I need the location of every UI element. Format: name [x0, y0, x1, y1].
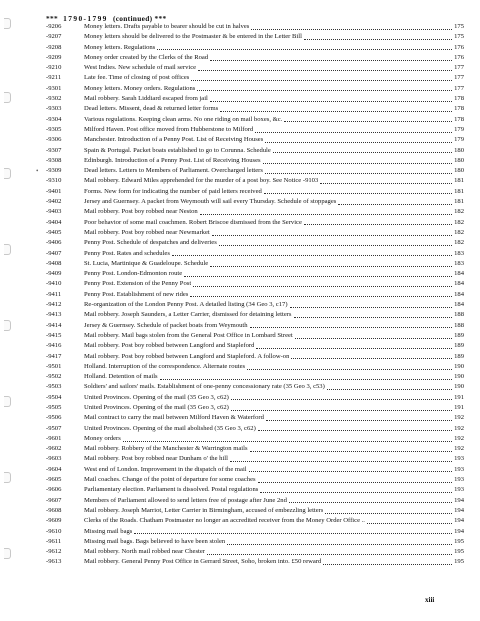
dot-leader — [325, 513, 452, 514]
binding-hole — [4, 18, 11, 29]
entry-page: 183 — [454, 249, 464, 257]
entry-page: 192 — [454, 434, 464, 442]
entry-page: 189 — [454, 352, 464, 360]
entry-description: Mail robbery. Post boy robbed near Neston — [84, 208, 198, 216]
entry-description: Mail robbery. Mail bags stolen from the General Post Office in Lombard Street — [84, 331, 293, 339]
entry-number: -9408 — [46, 259, 62, 267]
entry-number: -9209 — [46, 53, 62, 61]
entry-number: -9605 — [46, 476, 62, 484]
entry-description: Holland. Interruption of the correspondence. Alternate routes — [84, 362, 246, 370]
dot-leader — [227, 544, 452, 545]
dot-leader — [123, 441, 452, 442]
entry-page: 182 — [454, 218, 464, 226]
entry-number: -9604 — [46, 465, 62, 473]
entry-page: 176 — [454, 53, 464, 61]
index-entry — [46, 444, 464, 454]
entry-number: -9506 — [46, 414, 62, 422]
dot-leader — [263, 163, 453, 164]
index-entry — [46, 269, 464, 279]
entry-description: Mail robbery. Post boy robbed between Langford and Stapleford — [84, 342, 255, 350]
heading-stars: *** — [46, 14, 58, 23]
index-entry — [46, 516, 464, 526]
entry-description: Holland. Detention of mails — [84, 373, 158, 381]
dot-leader — [295, 338, 452, 339]
entry-description: Mail robbery. Post boy robbed between Langford and Stapleford. A follow-on — [84, 352, 290, 360]
entry-page: 182 — [454, 239, 464, 247]
entry-description: Money letters. Drafts payable to bearer should be cut in halves — [84, 23, 250, 30]
entry-page: 181 — [454, 177, 464, 185]
index-entry — [46, 207, 464, 217]
entry-description: West end of London. Improvement in the dispatch of the mail — [84, 465, 247, 473]
entry-page: 194 — [454, 496, 464, 504]
dot-leader — [247, 369, 452, 370]
entry-description: Mail coaches. Change of the point of departure for some coaches — [84, 476, 256, 484]
dot-leader — [190, 296, 452, 297]
entry-description: Members of Parliament allowed to send letters free of postage after June 2nd — [84, 496, 287, 504]
entry-number: -9613 — [46, 558, 62, 566]
entry-description: Forms. New form for indicating the number of paid letters received — [84, 187, 262, 195]
index-entry — [46, 176, 464, 186]
entry-description: Edinburgh. Introduction of a Penny Post. List of Receiving Houses — [84, 156, 261, 164]
dot-leader — [172, 255, 452, 256]
dot-leader — [231, 410, 452, 411]
entry-page: 188 — [454, 311, 464, 319]
entry-number: -9304 — [46, 115, 62, 123]
entry-page: 192 — [454, 445, 464, 453]
dot-leader — [265, 173, 452, 174]
entry-number: -9309 — [46, 167, 62, 175]
binding-hole — [4, 472, 11, 483]
entry-page: 177 — [454, 64, 464, 72]
margin-mark: • — [36, 167, 39, 175]
entry-page: 189 — [454, 342, 464, 350]
entry-description: St. Lucia, Martinique & Guadeloupe. Schedule — [84, 259, 209, 267]
entry-page: 195 — [454, 537, 464, 545]
entry-number: -9412 — [46, 301, 62, 309]
index-entry — [46, 238, 464, 248]
entry-page: 179 — [454, 136, 464, 144]
dot-leader — [266, 420, 452, 421]
entry-page: 175 — [454, 33, 464, 41]
dot-leader — [251, 29, 452, 30]
entry-page: 182 — [454, 208, 464, 216]
index-entry — [46, 454, 464, 464]
entry-page: 195 — [454, 558, 464, 566]
entry-number: -9301 — [46, 84, 62, 92]
index-entry — [46, 32, 464, 42]
dot-leader — [210, 266, 452, 267]
entry-number: -9417 — [46, 352, 62, 360]
index-entry — [46, 331, 464, 341]
entry-number: -9416 — [46, 342, 62, 350]
dot-leader — [160, 379, 452, 380]
dot-leader — [258, 482, 453, 483]
index-entry — [46, 197, 464, 207]
entry-number: -9414 — [46, 321, 62, 329]
index-entry — [46, 310, 464, 320]
index-entry — [46, 22, 464, 32]
dot-leader — [157, 49, 452, 50]
entry-description: Mail robbery. Joseph Saunders, a Letter Carrier, dismissed for detaining letters — [84, 311, 292, 319]
entry-number: -9302 — [46, 95, 62, 103]
dot-leader — [338, 204, 452, 205]
entry-number: -9507 — [46, 424, 62, 432]
index-entry — [46, 187, 464, 197]
entry-page: 193 — [454, 476, 464, 484]
dot-leader — [367, 523, 452, 524]
entry-description: Mail robbery. Sarah Liddiard escaped from jail — [84, 95, 208, 103]
index-entry — [46, 465, 464, 475]
dot-leader — [249, 471, 452, 472]
entry-number: -9403 — [46, 208, 62, 216]
entry-description: Penny Post. Extension of the Penny Post — [84, 280, 192, 288]
dot-leader — [260, 492, 452, 493]
entry-number: -9602 — [46, 445, 62, 453]
entry-description: Mail robbery. Edward Miles apprehended for the murder of a post boy. See Notice -9103 — [84, 177, 319, 185]
entry-description: West Indies. New schedule of mail service — [84, 64, 197, 72]
entry-page: 194 — [454, 506, 464, 514]
entry-number: -9410 — [46, 280, 62, 288]
entry-page: 181 — [454, 198, 464, 206]
entry-description: United Provinces. Opening of the mail abolished (35 Geo 3, c62) — [84, 424, 256, 432]
entry-page: 194 — [454, 517, 464, 525]
entry-page: 193 — [454, 455, 464, 463]
index-entry — [46, 506, 464, 516]
dot-leader — [210, 60, 452, 61]
entry-number: -9405 — [46, 228, 62, 236]
entry-page: 184 — [454, 301, 464, 309]
index-entry — [46, 413, 464, 423]
entry-number: -9504 — [46, 393, 62, 401]
index-entry — [46, 362, 464, 372]
entry-number: -9303 — [46, 105, 62, 113]
entry-page: 192 — [454, 414, 464, 422]
entry-description: Penny Post. Rates and schedules — [84, 249, 170, 257]
entry-page: 177 — [454, 84, 464, 92]
entry-description: Milford Haven. Post office moved from Hubberstone to Milford — [84, 125, 254, 133]
index-entry — [46, 135, 464, 145]
index-entry — [46, 259, 464, 269]
entry-page: 180 — [454, 146, 464, 154]
dot-leader — [197, 90, 452, 91]
index-entry — [46, 527, 464, 537]
entry-page: 191 — [454, 393, 464, 401]
binding-hole — [4, 168, 11, 179]
index-list — [46, 22, 464, 568]
binding-hole — [4, 92, 11, 103]
entry-page: 190 — [454, 362, 464, 370]
index-entry — [46, 94, 464, 104]
entry-description: Dead letters. Missent, dead & returned letter forms — [84, 105, 219, 113]
dot-leader — [220, 111, 452, 112]
dot-leader — [265, 142, 452, 143]
dot-leader — [212, 235, 452, 236]
entry-description: Re-organization of the London Penny Post. A detailed listing (34 Geo 3, c17) — [84, 301, 288, 309]
entry-number: -9306 — [46, 136, 62, 144]
entry-number: -9611 — [46, 537, 62, 545]
entry-description: Money letters. Money orders. Regulations — [84, 84, 196, 92]
dot-leader — [210, 101, 452, 102]
entry-description: Money orders — [84, 434, 121, 442]
index-entry — [46, 115, 464, 125]
entry-page: 189 — [454, 331, 464, 339]
heading-continued: (continued) — [112, 14, 153, 23]
entry-description: Dead letters. Letters to Members of Parliament. Overcharged letters — [84, 167, 263, 175]
entry-description: United Provinces. Opening of the mail (35 Geo 3, c62) — [84, 393, 229, 401]
entry-description: Money order created by the Clerks of the Road — [84, 53, 209, 61]
index-entry — [46, 372, 464, 382]
entry-number: -9501 — [46, 362, 62, 370]
index-entry — [46, 156, 464, 166]
index-entry — [46, 218, 464, 228]
entry-number: -9603 — [46, 455, 62, 463]
index-entry — [46, 352, 464, 362]
entry-page: 193 — [454, 486, 464, 494]
entry-number: -9612 — [46, 548, 62, 556]
entry-page: 180 — [454, 156, 464, 164]
entry-number: -9610 — [46, 527, 62, 535]
dot-leader — [231, 399, 452, 400]
entry-page: 181 — [454, 187, 464, 195]
entry-page: 178 — [454, 105, 464, 113]
entry-description: Spain & Portugal. Packet boats established to go to Corunna. Schedule — [84, 146, 271, 154]
dot-leader — [198, 70, 452, 71]
entry-page: 188 — [454, 321, 464, 329]
dot-leader — [256, 348, 452, 349]
index-entry — [46, 249, 464, 259]
dot-leader — [304, 224, 452, 225]
binding-hole — [4, 396, 11, 407]
dot-leader — [294, 317, 453, 318]
entry-number: -9307 — [46, 146, 62, 154]
entry-number: -9601 — [46, 434, 62, 442]
entry-description: Penny Post. Establishment of new rides — [84, 290, 189, 298]
entry-description: Money letters. Regulations — [84, 43, 156, 51]
entry-number: -9210 — [46, 64, 62, 72]
index-entry — [46, 228, 464, 238]
entry-page: 175 — [454, 23, 464, 30]
entry-number: -9308 — [46, 156, 62, 164]
entry-page: 194 — [454, 527, 464, 535]
entry-description: Soldiers' and sailors' mails. Establishment of one-penny concessionary rate (35 Geo 3, c53) — [84, 383, 325, 391]
index-entry — [46, 382, 464, 392]
entry-number: -9207 — [46, 33, 62, 41]
entry-description: Manchester. Introduction of a Penny Post. List of Receiving Houses — [84, 136, 264, 144]
entry-number: -9409 — [46, 270, 62, 278]
entry-number: -9401 — [46, 187, 62, 195]
entry-page: 192 — [454, 424, 464, 432]
dot-leader — [184, 276, 452, 277]
dot-leader — [291, 358, 452, 359]
index-entry — [46, 547, 464, 557]
entry-page: 190 — [454, 373, 464, 381]
index-entry — [46, 424, 464, 434]
entry-description: Jersey and Guernsey. A packet from Weymouth will sail every Thursday. Schedule of stoppages — [84, 198, 337, 206]
index-entry — [46, 434, 464, 444]
entry-page: 184 — [454, 280, 464, 288]
entry-description: Penny Post. London-Edmonton route — [84, 270, 183, 278]
index-entry — [46, 341, 464, 351]
entry-page: 182 — [454, 228, 464, 236]
heading-stars: *** — [154, 14, 167, 23]
entry-number: -9608 — [46, 506, 62, 514]
entry-number: -9505 — [46, 403, 62, 411]
entry-description: Parliamentary election. Parliament is dissolved. Postal regulations — [84, 486, 259, 494]
entry-page: 190 — [454, 383, 464, 391]
index-entry — [46, 53, 464, 63]
entry-description: Mail robbery. Post boy robbed near Dunham o' the hill — [84, 455, 228, 463]
entry-description: Jersey & Guernsey. Schedule of packet boats from Weymouth — [84, 321, 248, 329]
entry-page: 191 — [454, 403, 464, 411]
index-entry — [46, 393, 464, 403]
dot-leader — [200, 214, 452, 215]
dot-leader — [258, 430, 452, 431]
entry-page: 180 — [454, 167, 464, 175]
dot-leader — [250, 451, 453, 452]
entry-description: Mail robbery. Post boy robbed near Newmarket — [84, 228, 210, 236]
entry-number: -9413 — [46, 311, 62, 319]
index-entry — [46, 104, 464, 114]
entry-description: Late fee. Time of closing of post offices — [84, 74, 190, 82]
dot-leader — [304, 39, 452, 40]
index-entry — [46, 290, 464, 300]
entry-number: -9208 — [46, 43, 62, 51]
dot-leader — [219, 245, 452, 246]
index-entry — [46, 475, 464, 485]
dot-leader — [290, 307, 453, 308]
entry-number: -9607 — [46, 496, 62, 504]
entry-number: -9211 — [46, 74, 62, 82]
dot-leader — [255, 132, 452, 133]
index-entry — [46, 537, 464, 547]
dot-leader — [191, 80, 452, 81]
entry-number: -9402 — [46, 198, 62, 206]
entry-description: Poor behavior of some mail coachmen. Robert Briscoe dismissed from the Service — [84, 218, 302, 226]
entry-page: 183 — [454, 259, 464, 267]
entry-number: -9502 — [46, 373, 62, 381]
entry-number: -9305 — [46, 125, 62, 133]
entry-description: Missing mail bags. Bags believed to have been stolen — [84, 537, 226, 545]
index-entry — [46, 279, 464, 289]
index-entry — [46, 146, 464, 156]
binding-hole — [4, 244, 11, 255]
entry-page: 193 — [454, 465, 464, 473]
entry-description: Mail robbery. Robbery of the Manchester & Warrington mails — [84, 445, 248, 453]
dot-leader — [320, 183, 452, 184]
entry-number: -9406 — [46, 239, 62, 247]
entry-description: Clerks of the Roads. Chatham Postmaster no longer an accredited receiver from the Money Order Office .. — [84, 517, 365, 525]
entry-description: Mail contract to carry the mail between Milford Haven & Waterford — [84, 414, 264, 422]
entry-number: -9206 — [46, 23, 62, 30]
entry-page: 184 — [454, 290, 464, 298]
entry-page: 177 — [454, 74, 464, 82]
dot-leader — [207, 554, 452, 555]
entry-number: -9609 — [46, 517, 62, 525]
entry-number: -9415 — [46, 331, 62, 339]
entry-description: Various regulations. Keeping clean arms. No one riding on mail boxes, &c. — [84, 115, 283, 123]
dot-leader — [230, 461, 452, 462]
entry-page: 195 — [454, 548, 464, 556]
entry-number: -9404 — [46, 218, 62, 226]
dot-leader — [327, 389, 452, 390]
entry-page: 178 — [454, 95, 464, 103]
dot-leader — [250, 327, 453, 328]
entry-description: Mail robbery. General Penny Post Office in Gerrard Street, Soho, broken into. £50 reward — [84, 558, 322, 566]
page-number: xiii — [425, 596, 435, 604]
binding-hole — [4, 548, 11, 559]
entry-number: -9407 — [46, 249, 62, 257]
entry-number: -9411 — [46, 290, 62, 298]
dot-leader — [264, 193, 452, 194]
entry-number: -9606 — [46, 486, 62, 494]
index-entry — [46, 84, 464, 94]
dot-leader — [289, 502, 452, 503]
index-entry — [46, 557, 464, 567]
index-entry — [46, 496, 464, 506]
index-entry — [46, 73, 464, 83]
entry-description: Money letters should be delivered to the Postmaster & be entered in the Letter Bill — [84, 33, 302, 41]
entry-number: -9503 — [46, 383, 62, 391]
dot-leader — [193, 286, 452, 287]
binding-holes — [0, 0, 14, 621]
index-entry — [46, 43, 464, 53]
index-entry — [46, 166, 464, 176]
heading-years: 1790-1799 — [63, 14, 108, 23]
dot-leader — [273, 152, 452, 153]
binding-hole — [4, 320, 11, 331]
entry-description: Mail robbery. North mail robbed near Chester — [84, 548, 205, 556]
entry-page: 178 — [454, 115, 464, 123]
entry-page: 184 — [454, 270, 464, 278]
index-entry — [46, 300, 464, 310]
dot-leader — [134, 533, 452, 534]
index-entry — [46, 485, 464, 495]
entry-description: Mail robbery. Joseph Marriot, Letter Carrier in Birmingham, accused of embezzling letters — [84, 506, 324, 514]
entry-description: United Provinces. Opening of the mail (35 Geo 3, c62) — [84, 403, 229, 411]
dot-leader — [284, 121, 452, 122]
entry-description: Missing mail bags — [84, 527, 133, 535]
index-entry — [46, 125, 464, 135]
index-entry — [46, 63, 464, 73]
entry-page: 179 — [454, 125, 464, 133]
entry-number: -9310 — [46, 177, 62, 185]
entry-page: 176 — [454, 43, 464, 51]
dot-leader — [323, 564, 452, 565]
index-entry — [46, 403, 464, 413]
index-entry — [46, 321, 464, 331]
entry-description: Penny Post. Schedule of despatches and deliveries — [84, 239, 217, 247]
